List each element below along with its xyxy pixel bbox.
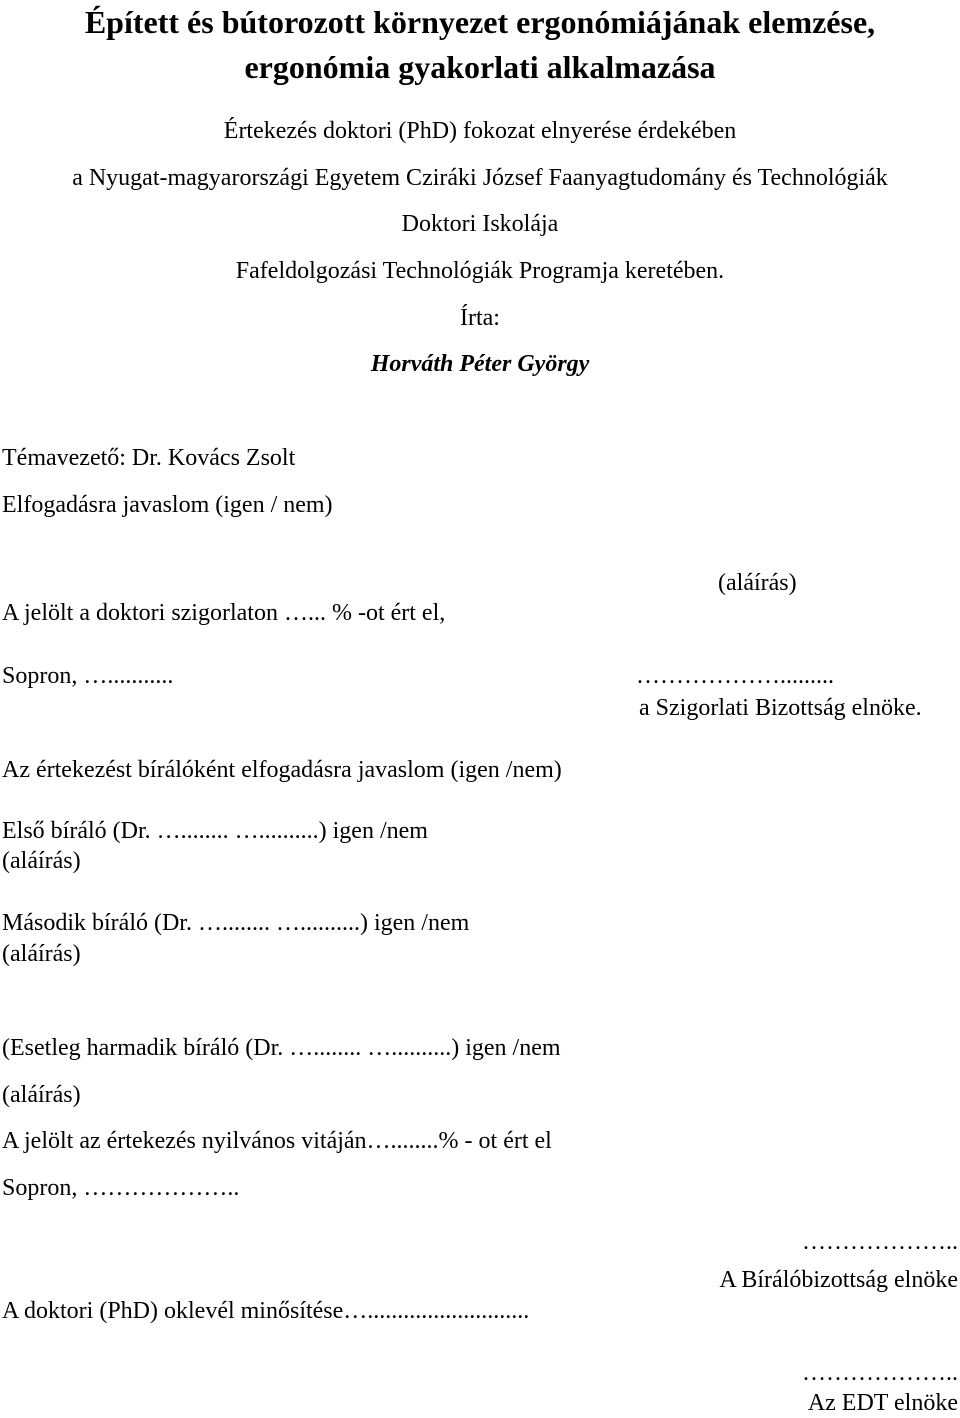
sopron-date-1: Sopron, …........... — [2, 663, 174, 689]
jury-chair-label: A Bírálóbizottság elnöke — [719, 1267, 958, 1293]
committee-chair-label: a Szigorlati Bizottság elnöke. — [639, 695, 922, 721]
reviewer-1-line: Első bíráló (Dr. …........ …..........) igen /nem — [2, 818, 428, 844]
reviewer-3-line: (Esetleg harmadik bíráló (Dr. …........ …..........) igen /nem — [2, 1035, 561, 1061]
intro-line-4: Fafeldolgozási Technológiák Programja keretében. — [235, 258, 725, 284]
diploma-qualification-line: A doktori (PhD) oklevél minősítése…........................... — [2, 1298, 530, 1324]
signature-label-top: (aláírás) — [718, 570, 797, 596]
reviewer-2-line: Második bíráló (Dr. …........ …..........) igen /nem — [2, 910, 470, 936]
edt-signature-line: ……………….. — [802, 1360, 958, 1386]
defense-result-line: A jelölt az értekezés nyilvános vitáján…........% - ot ért el — [2, 1128, 552, 1154]
reviewer-3-signature: (aláírás) — [2, 1082, 81, 1108]
reviewer-1-signature: (aláírás) — [2, 848, 81, 874]
intro-line-2: a Nyugat-magyarországi Egyetem Cziráki József Faanyagtudomány és Technológiák — [72, 165, 888, 191]
supervisor: Témavezető: Dr. Kovács Zsolt — [2, 445, 296, 471]
edt-chair-label: Az EDT elnöke — [807, 1390, 958, 1416]
exam-result-line: A jelölt a doktori szigorlaton …... % -ot ért el, — [2, 600, 446, 626]
intro-line-3: Doktori Iskolája — [401, 211, 559, 237]
title-line-1: Épített és bútorozott környezet ergonómiájának elemzése, — [84, 4, 876, 40]
written-by-label: Írta: — [460, 305, 500, 331]
reviewers-intro: Az értekezést bírálóként elfogadásra javaslom (igen /nem) — [2, 757, 562, 783]
sopron-date-2: Sopron, ……………….. — [2, 1175, 240, 1201]
reviewer-2-signature: (aláírás) — [2, 941, 81, 967]
committee-signature-line: ………………......... — [636, 663, 834, 689]
author-name: Horváth Péter György — [370, 351, 590, 377]
acceptance-recommendation: Elfogadásra javaslom (igen / nem) — [2, 492, 333, 518]
intro-line-1: Értekezés doktori (PhD) fokozat elnyerése érdekében — [223, 118, 737, 144]
title-line-2: ergonómia gyakorlati alkalmazása — [244, 49, 716, 85]
jury-signature-line: ……………….. — [802, 1229, 958, 1255]
